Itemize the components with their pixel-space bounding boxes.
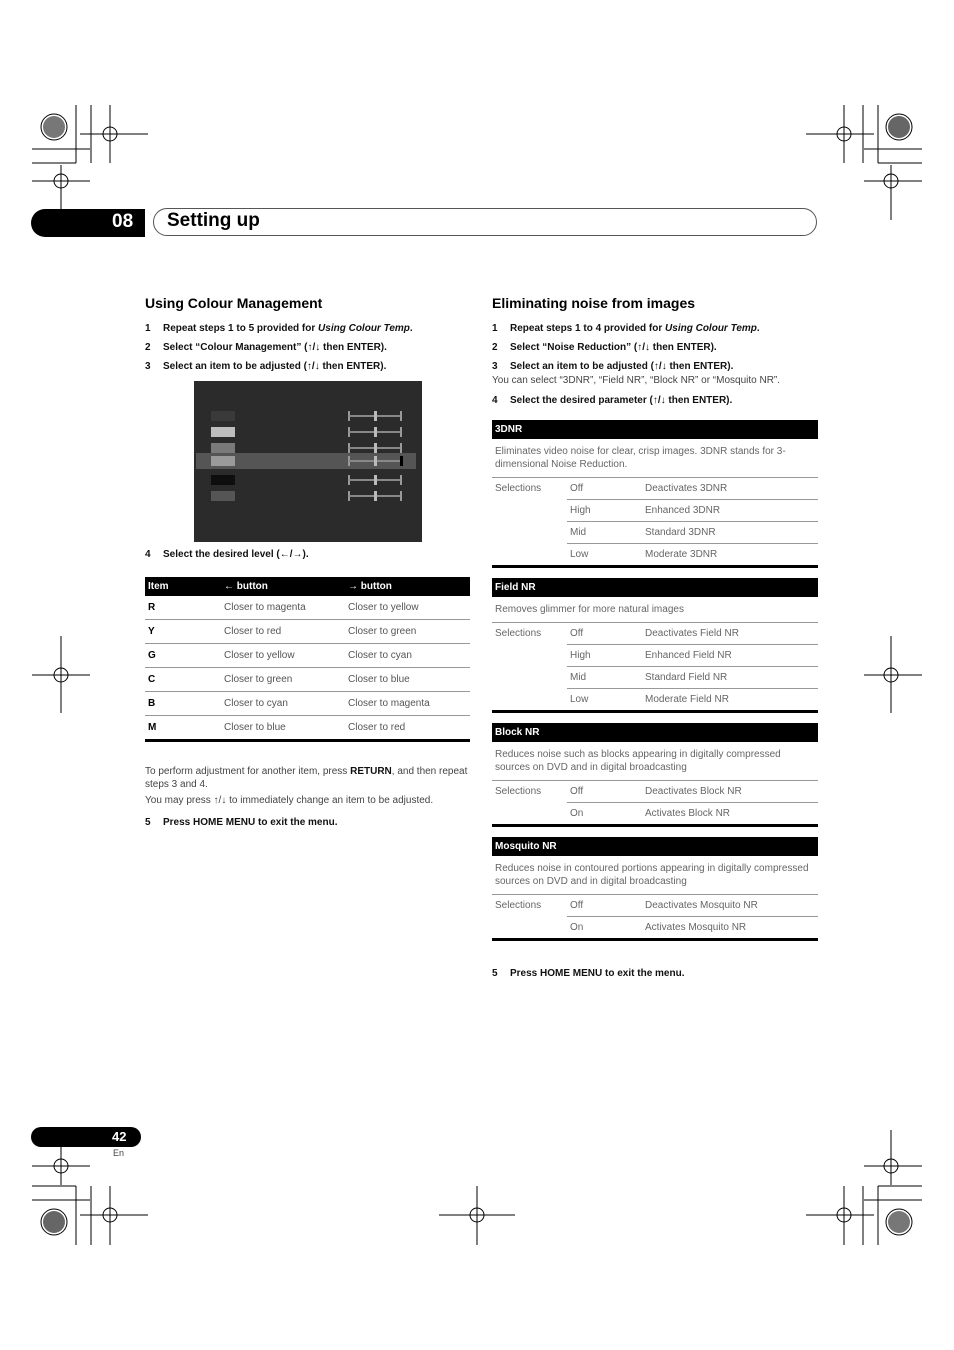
left-button-cell: Closer to blue: [221, 716, 345, 741]
section-heading: Using Colour Management: [145, 295, 323, 311]
right-button-cell: Closer to yellow: [345, 596, 470, 620]
step-4: 4 Select the desired level (←/→).: [145, 549, 309, 560]
col-header-left: ← button: [221, 577, 345, 596]
option-name: Low: [567, 689, 642, 712]
noise-table-description: Reduces noise such as blocks appearing in digitally compressed sources on DVD and in digital broadcasting: [492, 742, 818, 781]
left-button-cell: Closer to magenta: [221, 596, 345, 620]
item-cell: Y: [145, 620, 221, 644]
right-button-cell: Closer to cyan: [345, 644, 470, 668]
step-3: 3 Select an item to be adjusted (↑/↓ then ENTER).: [492, 361, 734, 372]
section-heading: Eliminating noise from images: [492, 295, 696, 311]
step-3: 3 Select an item to be adjusted (↑/↓ then ENTER).: [145, 361, 387, 372]
noise-table-title: Mosquito NR: [492, 837, 818, 856]
item-cell: M: [145, 716, 221, 741]
left-button-cell: Closer to yellow: [221, 644, 345, 668]
left-button-cell: Closer to cyan: [221, 692, 345, 716]
item-cell: B: [145, 692, 221, 716]
option-description: Moderate Field NR: [642, 689, 818, 712]
step-3-note: You can select “3DNR”, “Field NR”, “Block NR” or “Mosquito NR”.: [492, 375, 781, 386]
selections-label: Selections: [495, 483, 542, 494]
option-description: Activates Block NR: [642, 803, 818, 826]
quick-change-note: You may press ↑/↓ to immediately change an item to be adjusted.: [145, 795, 434, 806]
noise-table-title: 3DNR: [492, 420, 818, 439]
step-5: 5 Press HOME MENU to exit the menu.: [492, 968, 685, 979]
option-description: Deactivates Mosquito NR: [642, 895, 818, 917]
option-name: Low: [567, 544, 642, 567]
step-5: 5 Press HOME MENU to exit the menu.: [145, 817, 338, 828]
option-name: Mid: [567, 667, 642, 689]
option-description: Deactivates Block NR: [642, 781, 818, 803]
item-cell: R: [145, 596, 221, 620]
option-description: Enhanced Field NR: [642, 645, 818, 667]
col-header-item: Item: [145, 577, 221, 596]
option-description: Standard Field NR: [642, 667, 818, 689]
chapter-number: 08: [112, 211, 134, 232]
noise-table-title: Field NR: [492, 578, 818, 597]
item-cell: G: [145, 644, 221, 668]
return-note: To perform adjustment for another item, press RETURN, and then repeat steps 3 and 4.: [145, 766, 468, 790]
right-button-cell: Closer to blue: [345, 668, 470, 692]
option-name: Off: [567, 623, 642, 645]
item-cell: C: [145, 668, 221, 692]
step-1: 1 Repeat steps 1 to 4 provided for Using Colour Temp.: [492, 323, 760, 334]
option-name: High: [567, 500, 642, 522]
page-number: 42: [112, 1129, 127, 1144]
selections-label: Selections: [495, 900, 542, 911]
noise-table-description: Reduces noise in contoured portions appearing in digitally compressed sources on DVD and in digital broadcasting: [492, 856, 818, 895]
chapter-title: Setting up: [167, 210, 260, 231]
option-description: Standard 3DNR: [642, 522, 818, 544]
option-name: High: [567, 645, 642, 667]
option-name: Mid: [567, 522, 642, 544]
option-name: Off: [567, 478, 642, 500]
step-2: 2 Select “Noise Reduction” (↑/↓ then ENTER).: [492, 342, 717, 353]
right-button-cell: Closer to red: [345, 716, 470, 741]
step-4: 4 Select the desired parameter (↑/↓ then ENTER).: [492, 395, 733, 406]
right-button-cell: Closer to magenta: [345, 692, 470, 716]
selections-label: Selections: [495, 628, 542, 639]
step-2: 2 Select “Colour Management” (↑/↓ then ENTER).: [145, 342, 387, 353]
selections-label: Selections: [495, 786, 542, 797]
option-description: Moderate 3DNR: [642, 544, 818, 567]
option-name: Off: [567, 895, 642, 917]
step-1: 1 Repeat steps 1 to 5 provided for Using Colour Temp.: [145, 323, 413, 334]
left-button-cell: Closer to red: [221, 620, 345, 644]
noise-table-title: Block NR: [492, 723, 818, 742]
page-language: En: [113, 1148, 125, 1158]
option-name: On: [567, 917, 642, 940]
option-description: Deactivates 3DNR: [642, 478, 818, 500]
col-header-right: → button: [345, 577, 470, 596]
option-name: Off: [567, 781, 642, 803]
option-description: Enhanced 3DNR: [642, 500, 818, 522]
noise-table-description: Eliminates video noise for clear, crisp images. 3DNR stands for 3-dimensional Noise Reduction.: [492, 439, 818, 478]
left-button-cell: Closer to green: [221, 668, 345, 692]
option-name: On: [567, 803, 642, 826]
option-description: Activates Mosquito NR: [642, 917, 818, 940]
right-button-cell: Closer to green: [345, 620, 470, 644]
option-description: Deactivates Field NR: [642, 623, 818, 645]
noise-table-description: Removes glimmer for more natural images: [492, 597, 818, 623]
